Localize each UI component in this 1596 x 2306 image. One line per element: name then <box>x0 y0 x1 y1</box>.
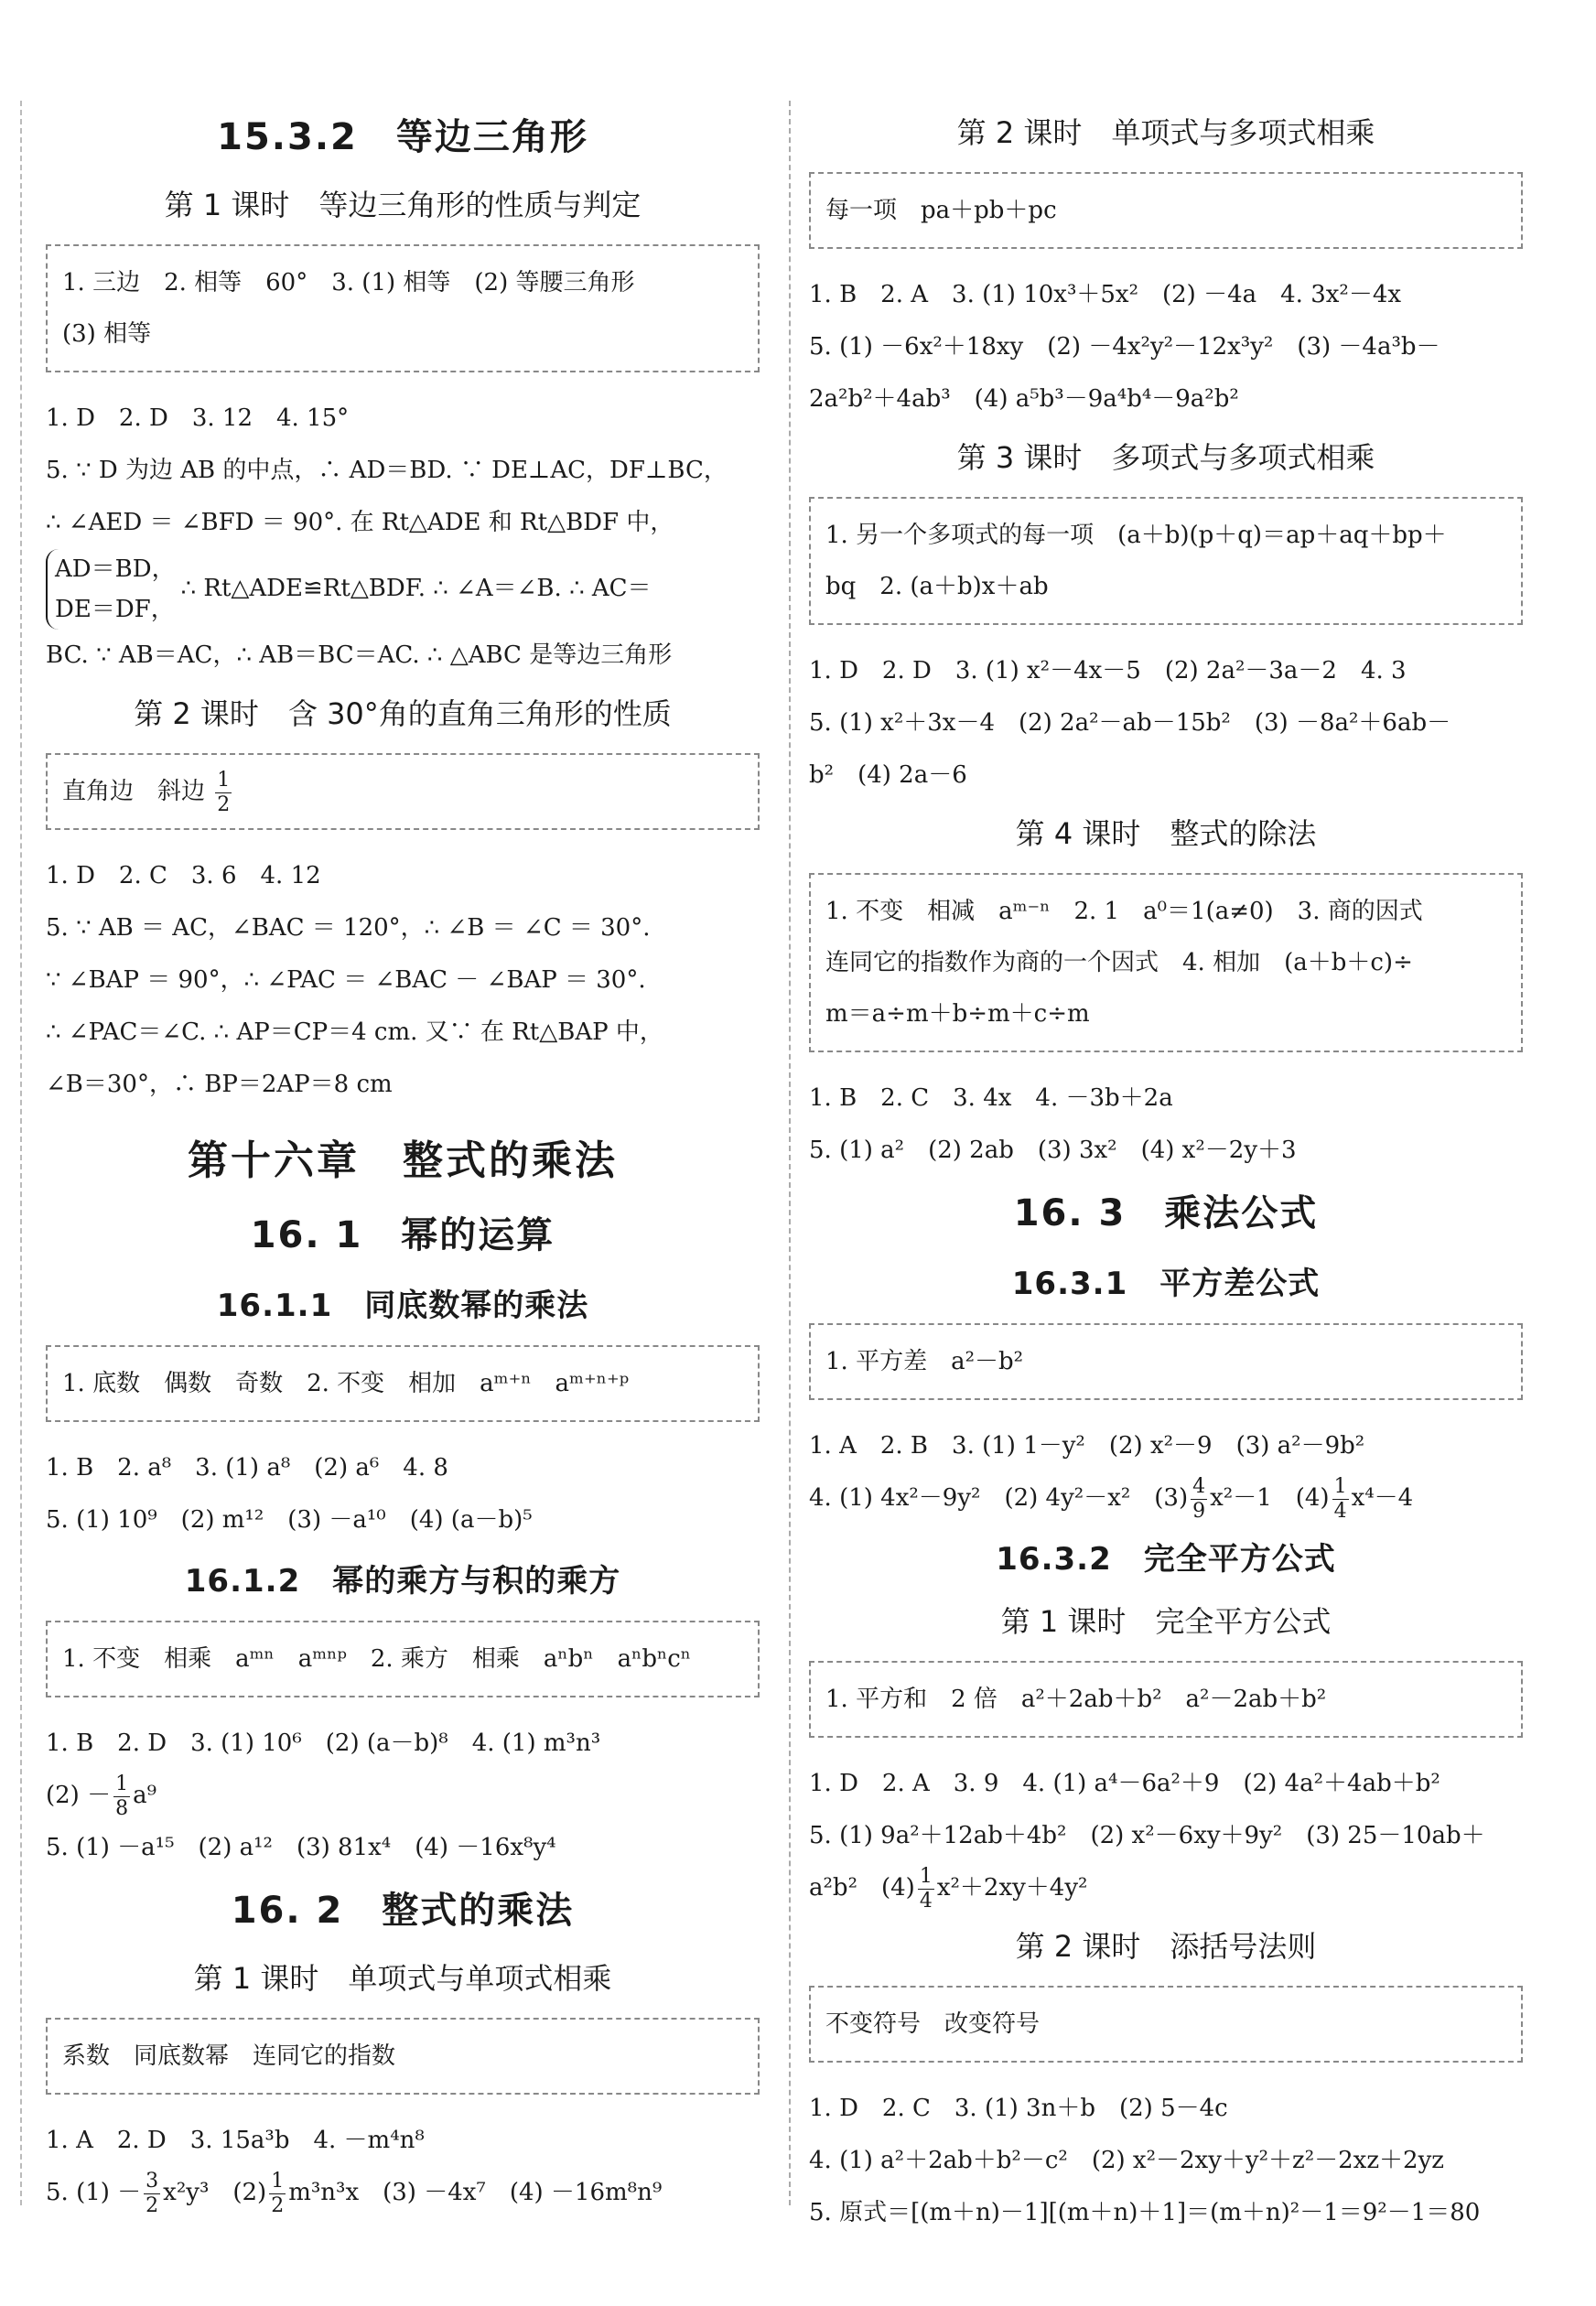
denominator: 2 <box>271 2193 285 2217</box>
lesson-title: 第 3 课时 多项式与多项式相乘 <box>956 440 1375 475</box>
page-edge <box>20 101 22 2205</box>
answer-line: 1. D 2. A 3. 9 4. (1) a⁴－6a²＋9 (2) 4a²＋4ab＋b² <box>809 1770 1440 1797</box>
numerator: 4 <box>1192 1474 1206 1498</box>
key-points-box: 1. 平方差 a²－b² <box>809 1323 1523 1400</box>
answer-line: 5. (1) a² (2) 2ab (3) 3x² (4) x²－2y＋3 <box>809 1137 1297 1164</box>
lesson-title: 第 1 课时 完全平方公式 <box>1000 1604 1332 1639</box>
subsection-title-16-3-2: 16.3.2 完全平方公式 <box>996 1541 1336 1578</box>
lesson-title: 第 2 课时 添括号法则 <box>1015 1929 1317 1964</box>
lesson-title: 第 1 课时 单项式与单项式相乘 <box>193 1961 612 1996</box>
answer-line: 1. D 2. D 3. (1) x²－4x－5 (2) 2a²－3a－2 4. 3 <box>809 657 1407 684</box>
answer-line: 5. ∵ AB ＝ AC，∠BAC ＝ 120°，∴ ∠B ＝ ∠C ＝ 30°. <box>46 914 651 942</box>
denominator: 2 <box>217 792 231 816</box>
answer-line: 1. D 2. C 3. (1) 3n＋b (2) 5－4c <box>809 2095 1228 2122</box>
answer-line: ∴ ∠PAC＝∠C. ∴ AP＝CP＝4 cm. 又∵ 在 Rt△BAP 中， <box>46 1018 663 1046</box>
answer-line: b² (4) 2a－6 <box>809 761 967 789</box>
lesson-title: 第 1 课时 等边三角形的性质与判定 <box>164 188 642 222</box>
subsection-title-16-3-1: 16.3.1 平方差公式 <box>1011 1266 1321 1302</box>
system-eq: AD＝BD， <box>55 555 176 583</box>
box-text: 直角边 斜边 <box>62 778 206 805</box>
answer-line: 1. A 2. D 3. 15a³b 4. －m⁴n⁸ <box>46 2127 425 2154</box>
answer-line: 1. D 2. C 3. 6 4. 12 <box>46 862 321 889</box>
system-eq: DE＝DF， <box>55 596 175 623</box>
answer-text: 5. (1) － <box>46 2179 142 2206</box>
answer-text: x⁴－4 <box>1351 1484 1414 1512</box>
answer-line: 1. B 2. A 3. (1) 10x³＋5x² (2) －4a 4. 3x²－4x <box>809 281 1402 308</box>
key-points-box: 每一项 pa＋pb＋pc <box>809 172 1523 249</box>
answer-text: ∴ Rt△ADE≌Rt△BDF. ∴ ∠A＝∠B. ∴ AC＝ <box>180 575 652 602</box>
answer-line: 1. A 2. B 3. (1) 1－y² (2) x²－9 (3) a²－9b² <box>809 1432 1365 1460</box>
numerator: 1 <box>1333 1474 1347 1498</box>
answer-line <box>46 2167 760 2219</box>
key-points-box: 1. 底数 偶数 奇数 2. 不变 相加 aᵐ⁺ⁿ aᵐ⁺ⁿ⁺ᵖ <box>46 1345 760 1422</box>
fraction <box>918 1865 934 1913</box>
fraction <box>215 769 232 817</box>
key-points-box <box>46 753 760 830</box>
key-points-box <box>809 873 1523 1052</box>
box-line: 1. 三边 2. 相等 60° 3. (1) 相等 (2) 等腰三角形 <box>62 269 635 296</box>
denominator: 4 <box>1333 1499 1347 1523</box>
answer-line: 5. ∵ D 为边 AB 的中点，∴ AD＝BD. ∵ DE⊥AC，DF⊥BC， <box>46 457 728 484</box>
answer-text: x²＋2xy＋4y² <box>936 1874 1088 1902</box>
fraction <box>144 2170 160 2218</box>
chapter-title: 第十六章 整式的乘法 <box>188 1137 618 1184</box>
answer-line: 1. B 2. a⁸ 3. (1) a⁸ (2) a⁶ 4. 8 <box>46 1454 448 1482</box>
right-column <box>809 101 1523 2239</box>
answer-text: 4. (1) 4x²－9y² (2) 4y²－x² (3) <box>809 1484 1189 1512</box>
answer-line: 5. (1) －a¹⁵ (2) a¹² (3) 81x⁴ (4) －16x⁸y⁴ <box>46 1834 556 1861</box>
denominator: 4 <box>919 1889 933 1913</box>
answer-line: 5. (1) 10⁹ (2) m¹² (3) －a¹⁰ (4) (a－b)⁵ <box>46 1506 533 1534</box>
lesson-title: 第 4 课时 整式的除法 <box>1015 816 1317 851</box>
box-line: 连同它的指数作为商的一个因式 4. 相加 (a＋b＋c)÷ <box>825 949 1413 976</box>
fraction <box>1191 1475 1207 1524</box>
key-points-box: 系数 同底数幂 连同它的指数 <box>46 2018 760 2095</box>
section-title-16-2: 16. 2 整式的乘法 <box>231 1890 575 1932</box>
section-title-16-3: 16. 3 乘法公式 <box>1013 1192 1319 1234</box>
section-title-16-1: 16. 1 幂的运算 <box>250 1214 555 1256</box>
answer-text: m³n³x (3) －4x⁷ (4) －16m⁸n⁹ <box>288 2179 663 2206</box>
denominator: 2 <box>146 2193 159 2217</box>
answer-line: 1. B 2. C 3. 4x 4. －3b＋2a <box>809 1084 1173 1112</box>
answer-line: 1. B 2. D 3. (1) 10⁶ (2) (a－b)⁸ 4. (1) m³n³ <box>46 1730 601 1757</box>
answer-text: x²－1 (4) <box>1210 1484 1330 1512</box>
fraction <box>113 1773 130 1821</box>
denominator: 9 <box>1192 1499 1206 1523</box>
left-column <box>46 101 760 2219</box>
answer-text: a⁹ <box>133 1782 157 1809</box>
answer-line: 5. (1) 9a²＋12ab＋4b² (2) x²－6xy＋9y² (3) 25－10ab＋ <box>809 1822 1485 1849</box>
box-line: (3) 相等 <box>62 320 152 348</box>
key-points-box: 1. 平方和 2 倍 a²＋2ab＋b² a²－2ab＋b² <box>809 1661 1523 1738</box>
answer-text: (2) － <box>46 1782 112 1809</box>
answer-line: 1. D 2. D 3. 12 4. 15° <box>46 404 350 432</box>
answer-line: 5. (1) x²＋3x－4 (2) 2a²－ab－15b² (3) －8a²＋6ab－ <box>809 709 1451 737</box>
answer-line <box>809 1472 1523 1525</box>
denominator: 8 <box>115 1796 129 1820</box>
fraction <box>269 2170 286 2218</box>
answer-line <box>46 549 760 630</box>
numerator: 1 <box>919 1864 933 1888</box>
answer-line: 5. 原式＝[(m＋n)－1][(m＋n)＋1]＝(m＋n)²－1＝9²－1＝80 <box>809 2199 1481 2226</box>
subsection-title-16-1-2: 16.1.2 幂的乘方与积的乘方 <box>184 1563 621 1600</box>
answer-line <box>46 1770 760 1822</box>
numerator: 3 <box>146 2169 159 2193</box>
numerator: 1 <box>115 1772 129 1795</box>
answer-line: 2a²b²＋4ab³ (4) a⁵b³－9a⁴b⁴－9a²b² <box>809 385 1239 413</box>
answer-line: ∴ ∠AED ＝ ∠BFD ＝ 90°. 在 Rt△ADE 和 Rt△BDF 中， <box>46 509 674 536</box>
key-points-box <box>809 497 1523 625</box>
answer-line: 4. (1) a²＋2ab＋b²－c² (2) x²－2xy＋y²＋z²－2xz＋2yz <box>809 2147 1444 2174</box>
key-points-box: 1. 不变 相乘 aᵐⁿ aᵐⁿᵖ 2. 乘方 相乘 aⁿbⁿ aⁿbⁿcⁿ <box>46 1621 760 1697</box>
answer-line <box>809 1862 1523 1914</box>
box-line: 1. 另一个多项式的每一项 (a＋b)(p＋q)＝ap＋aq＋bp＋ <box>825 522 1447 549</box>
key-points-box: 不变符号 改变符号 <box>809 1986 1523 2063</box>
numerator: 1 <box>217 768 231 792</box>
answer-line: BC. ∵ AB＝AC，∴ AB＝BC＝AC. ∴ △ABC 是等边三角形 <box>46 641 673 669</box>
equation-system <box>46 549 176 630</box>
answer-line: 5. (1) －6x²＋18xy (2) －4x²y²－12x³y² (3) －4a³b－ <box>809 333 1440 361</box>
answer-line: ∠B＝30°，∴ BP＝2AP＝8 cm <box>46 1071 393 1098</box>
answer-line: ∵ ∠BAP ＝ 90°，∴ ∠PAC ＝ ∠BAC － ∠BAP ＝ 30°. <box>46 966 646 994</box>
lesson-title: 第 2 课时 单项式与多项式相乘 <box>956 115 1375 150</box>
fraction <box>1332 1475 1349 1524</box>
column-divider <box>789 101 791 2205</box>
box-line: 1. 不变 相减 aᵐ⁻ⁿ 2. 1 a⁰＝1(a≠0) 3. 商的因式 <box>825 898 1423 925</box>
box-line: bq 2. (a＋b)x＋ab <box>825 573 1049 600</box>
numerator: 1 <box>271 2169 285 2193</box>
answer-text: x²y³ (2) <box>163 2179 267 2206</box>
section-title-15-3-2: 15.3.2 等边三角形 <box>217 116 588 158</box>
key-points-box <box>46 244 760 372</box>
subsection-title-16-1-1: 16.1.1 同底数幂的乘法 <box>216 1288 589 1324</box>
box-line: m＝a÷m＋b÷m＋c÷m <box>825 1000 1090 1028</box>
lesson-title: 第 2 课时 含 30°角的直角三角形的性质 <box>134 696 672 731</box>
answer-text: a²b² (4) <box>809 1874 915 1902</box>
